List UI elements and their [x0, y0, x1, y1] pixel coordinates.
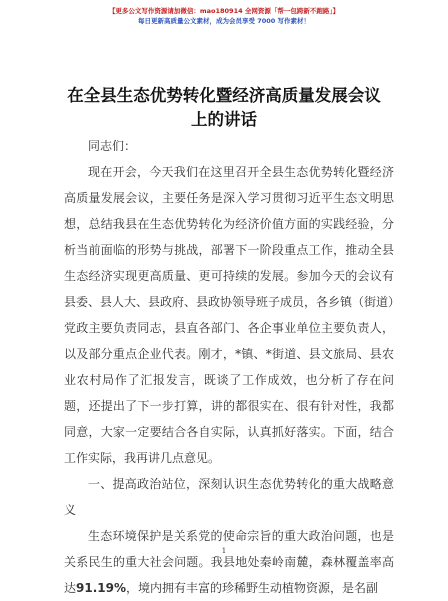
salutation: 同志们： [88, 139, 137, 153]
document-title: 在全县生态优势转化暨经济高质量发展会议上的讲话 [67, 86, 381, 129]
document-body [64, 133, 394, 601]
promo-banner-line-2: 每日更新高质量公文素材，成为会员享受 7000 写作素材！ [137, 17, 311, 25]
paragraph-ecology-start: 生态环境保护是关系党的使命宗旨的重大政治问题，也是关系民生的重大社会问题。我县地处秦岭南麓，森林覆盖率高达 [64, 529, 394, 595]
promo-banner [0, 6, 448, 26]
paragraph-ecology-end: ，境内拥有丰富的珍稀野生动植物资源，是名副 [126, 581, 379, 595]
paragraph-opening: 现在开会，今天我们在这里召开全县生态优势转化暨经济高质量发展会议，主要任务是深入学习贯彻习近平生态文明思想，总结我县在生态优势转化为经济价值方面的实践经验，分析当前面临的形势与挑战，部署下一阶段重点工作，推动全县生态经济实现更高质量、更可持续的发展。参加今天的会议有县委、县人大、县政府、县政协领导班子成员，各乡镇（街道）党政主要负责同志，县直各部门、各企事业单位主要负责人，以及部分重点企业代表。刚才，*镇、*街道、县文旅局、县农业农村局作了汇报发言，既谈了工作成效，也分析了存在问题，还提出了下一步打算，讲的都很实在、很有针对性，我都同意，大家一定要结合各自实际，认真抓好落实。下面，结合工作实际，我再讲几点意见。 [64, 165, 395, 465]
section-heading-1: 一、提高政治站位，深刻认识生态优势转化的重大战略意义 [64, 477, 394, 517]
forest-coverage-value: 91.19% [76, 581, 126, 595]
paragraph-ecology [64, 523, 394, 601]
promo-banner-line-1: 【更多公文写作资源请加微信：mao180914 全网资源「帮一包跨新不跑路」】 [108, 7, 340, 15]
page-number: 1 [221, 547, 227, 555]
